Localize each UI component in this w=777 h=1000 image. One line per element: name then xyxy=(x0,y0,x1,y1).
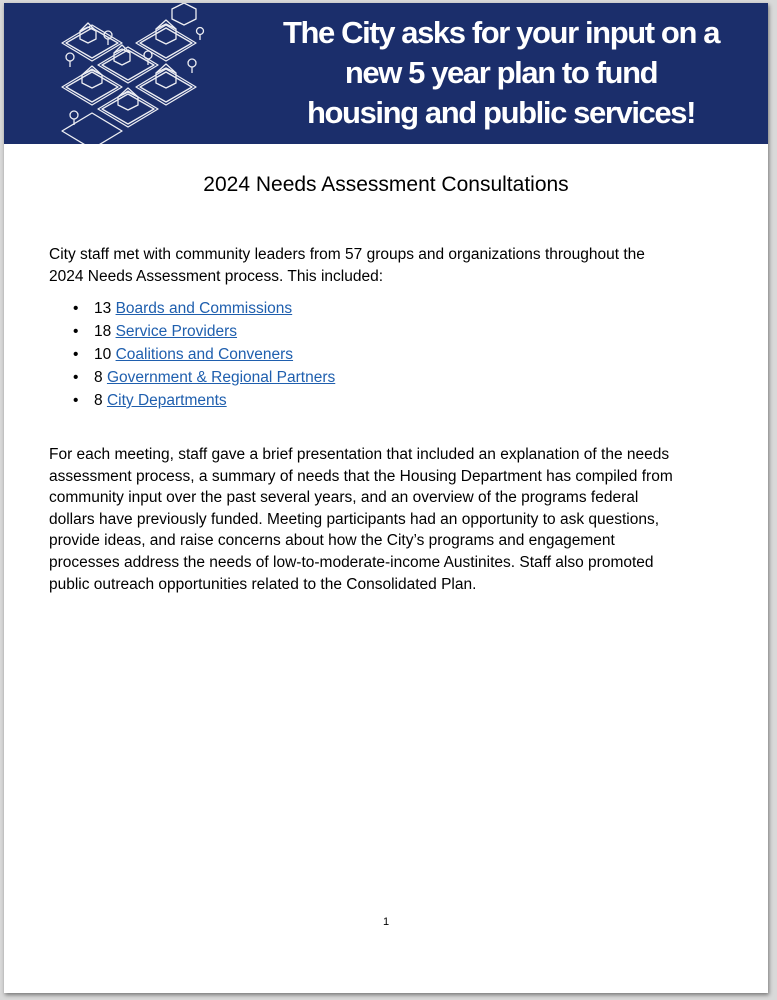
list-item xyxy=(49,297,739,320)
government-regional-partners-link[interactable]: Government & Regional Partners xyxy=(106,369,336,386)
bullet-icon: • xyxy=(73,300,79,317)
service-providers-link[interactable]: Service Providers xyxy=(115,323,238,340)
list-item xyxy=(49,343,739,366)
city-illustration-icon xyxy=(52,3,212,144)
intro-line: City staff met with community leaders from 57 groups and organizations throughout the xyxy=(49,246,645,263)
intro-paragraph xyxy=(49,244,739,288)
city-departments-link[interactable]: City Departments xyxy=(106,392,227,409)
document-page xyxy=(4,3,768,993)
list-item xyxy=(49,366,739,389)
list-item xyxy=(49,320,739,343)
bullet-icon: • xyxy=(73,392,79,409)
bullet-icon: • xyxy=(73,323,79,340)
list-item xyxy=(49,389,739,412)
body-line: assessment process, a summary of needs that the Housing Department has compiled from xyxy=(49,467,673,485)
banner-title-line: housing and public services! xyxy=(306,95,695,130)
banner-title-line: The City asks for your input on a xyxy=(282,15,720,50)
bullet-icon: • xyxy=(73,369,79,386)
header-banner xyxy=(4,3,768,144)
page-number: 1 xyxy=(382,916,390,928)
item-count: 18 xyxy=(94,323,112,340)
body-line: processes address the needs of low-to-moderate-income Austinites. Staff also promoted xyxy=(49,553,654,571)
intro-line: 2024 Needs Assessment process. This included: xyxy=(49,268,384,285)
bullet-icon: • xyxy=(73,346,79,363)
page-title: 2024 Needs Assessment Consultations xyxy=(203,173,569,196)
body-line: public outreach opportunities related to the Consolidated Plan. xyxy=(49,575,477,593)
item-count: 13 xyxy=(94,300,112,317)
banner-title xyxy=(234,13,768,133)
body-line: For each meeting, staff gave a brief presentation that included an explanation of the needs xyxy=(49,446,670,463)
banner-title-line: new 5 year plan to fund xyxy=(344,55,658,90)
boards-and-commissions-link[interactable]: Boards and Commissions xyxy=(115,300,293,317)
item-count: 8 xyxy=(94,392,103,409)
coalitions-and-conveners-link[interactable]: Coalitions and Conveners xyxy=(115,346,294,363)
body-line: dollars have previously funded. Meeting participants had an opportunity to ask questions, xyxy=(49,510,660,528)
body-line: community input over the past several years, and an overview of the programs federal xyxy=(49,489,639,507)
body-line: provide ideas, and raise concerns about how the City’s programs and engagement xyxy=(49,532,615,550)
body-paragraph xyxy=(49,444,739,595)
consultation-list xyxy=(49,297,739,412)
item-count: 8 xyxy=(94,369,103,386)
item-count: 10 xyxy=(94,346,112,363)
